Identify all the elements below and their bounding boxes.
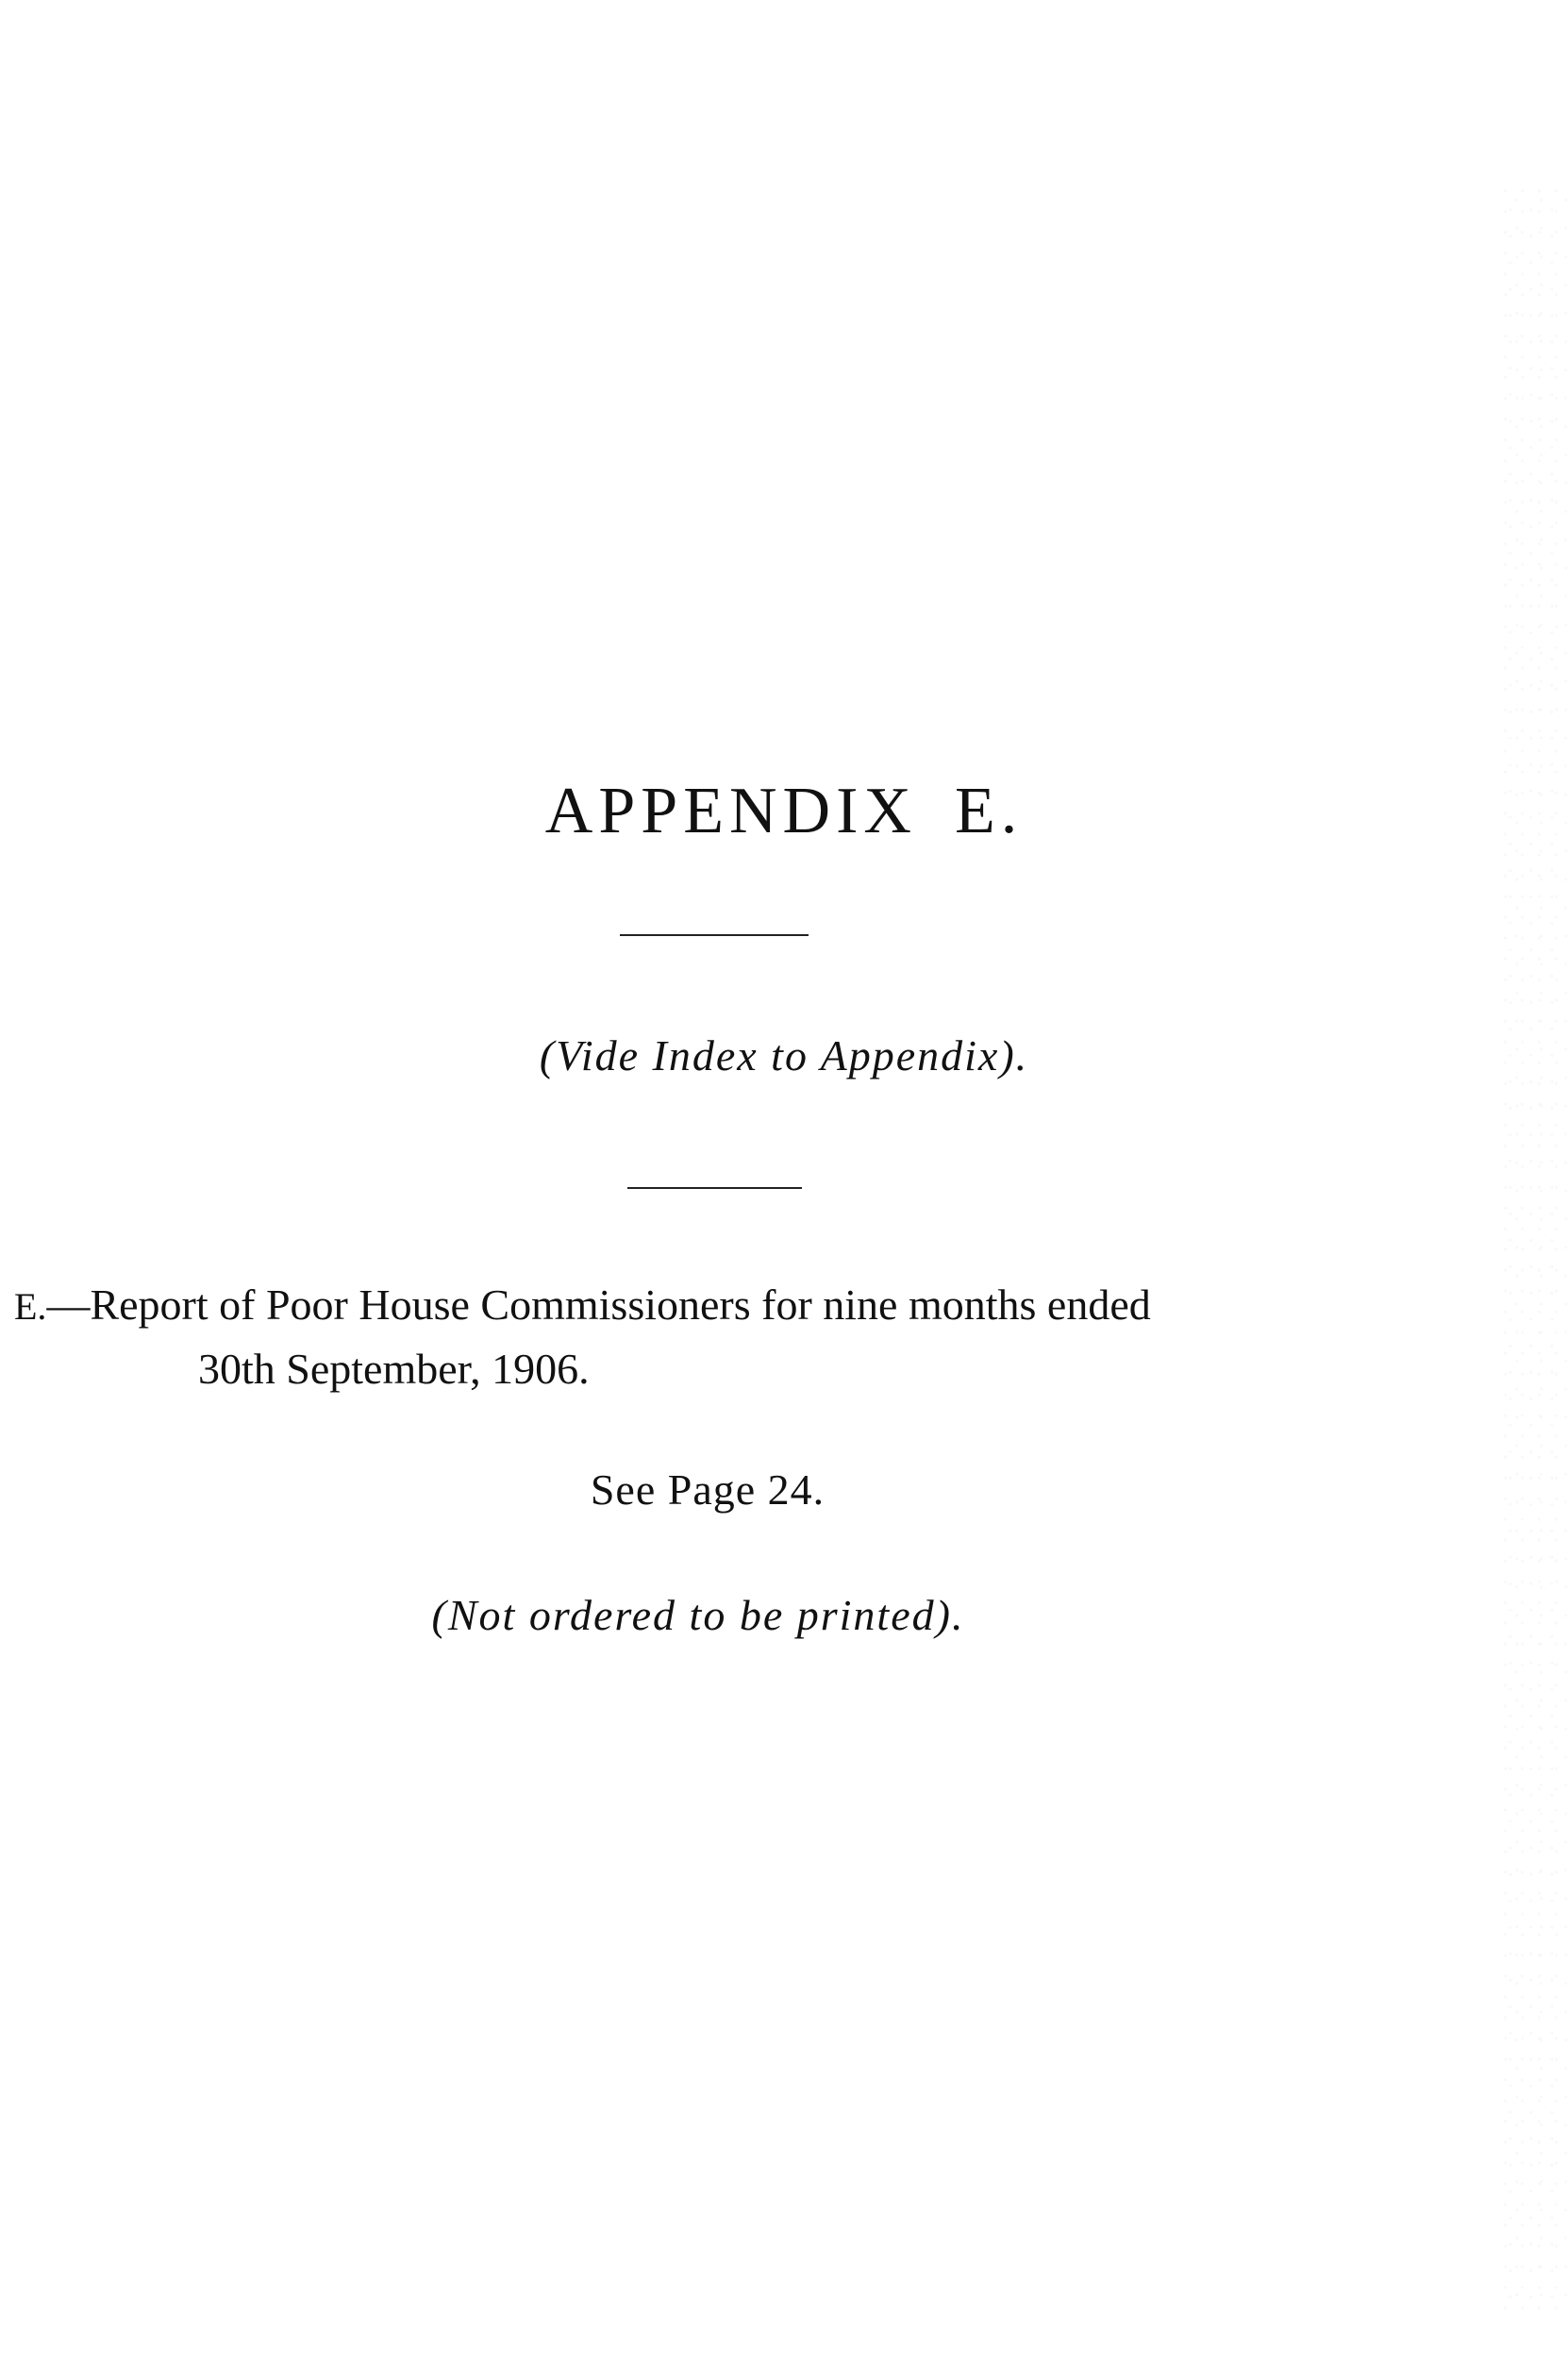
vide-index-note: (Vide Index to Appendix).	[539, 1031, 1029, 1080]
entry-line-1: —Report of Poor House Commissioners for nine months ended	[46, 1280, 1151, 1329]
divider-rule-top	[620, 934, 809, 936]
appendix-entry	[14, 1274, 1458, 1400]
not-ordered-note: (Not ordered to be printed).	[431, 1591, 965, 1639]
divider-rule-bottom	[627, 1187, 802, 1189]
see-page-reference: See Page 24.	[590, 1465, 826, 1514]
entry-line-2: 30th September, 1906.	[198, 1345, 590, 1393]
scan-edge-texture	[1502, 189, 1568, 2312]
appendix-title-word: APPENDIX	[544, 775, 917, 847]
appendix-heading	[0, 774, 1568, 849]
entry-marker: E.	[14, 1285, 47, 1328]
appendix-title-letter: E.	[954, 775, 1024, 847]
